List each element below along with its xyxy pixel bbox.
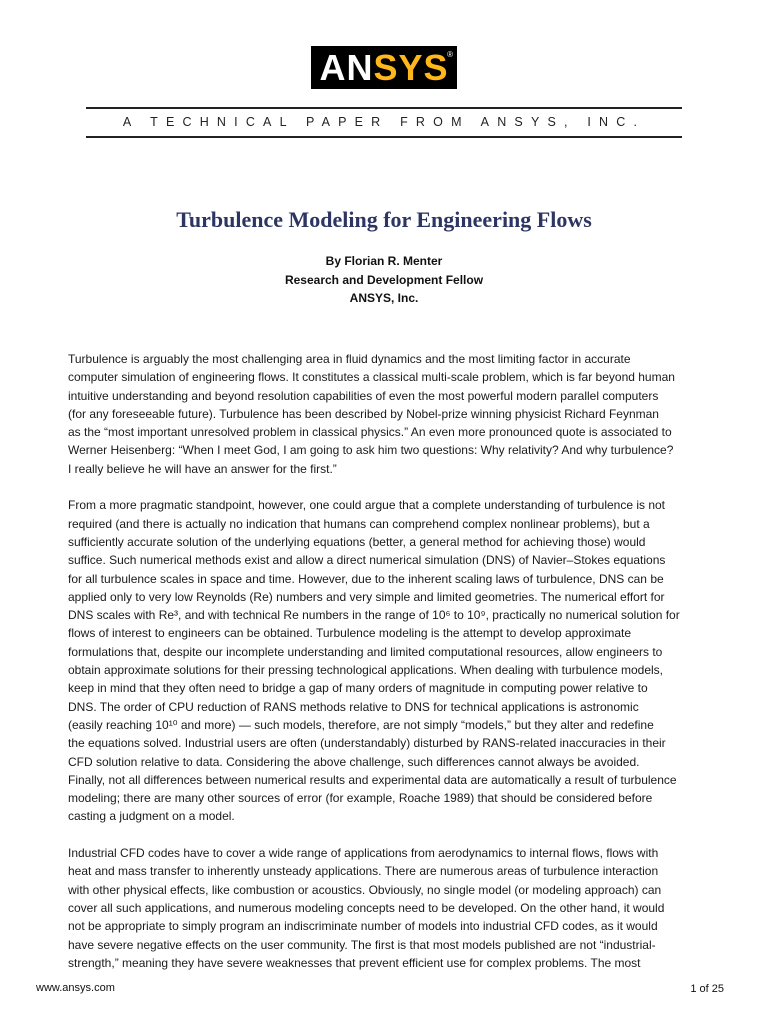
- paragraph-line: casting a judgment on a model.: [68, 809, 235, 824]
- paragraph-line: with other physical effects, like combustion or acoustics. Obviously, no single model (or modeling approach) can: [68, 882, 662, 897]
- author-position: Research and Development Fellow: [284, 272, 484, 287]
- paragraph-line: sufficiently accurate solution of the underlying equations (better, a general method for achieving those) would: [68, 534, 646, 549]
- header-rule-bottom: [86, 136, 682, 138]
- paragraph: [68, 844, 708, 972]
- author: By Florian R. Menter: [325, 254, 443, 268]
- paragraph-line: intuitive understanding and beyond resolution capabilities of even the most powerful modern parallel computers: [68, 388, 659, 403]
- registered-mark: ®: [447, 50, 453, 59]
- paragraph-line: not be appropriate to simply program an indiscriminate number of models into industrial CFD codes, as it would: [68, 919, 658, 934]
- ansys-logo-wordmark: AN SYS: [319, 46, 449, 88]
- paragraph-line: I really believe he will have an answer for the first.”: [68, 461, 337, 476]
- paragraph-line: the equations solved. Industrial users are often (understandably) disturbed by RANS-related inaccuracies in their: [68, 736, 666, 751]
- paragraph-line: (easily reaching 10¹⁰ and more) — such models, therefore, are not simply “models,” but they alter and redefine: [68, 717, 654, 732]
- paper-title: Turbulence Modeling for Engineering Flows: [176, 207, 592, 232]
- paragraph-line: DNS scales with Re³, and with technical Re numbers in the range of 10⁶ to 10⁹, practically no numerical solution for: [68, 608, 680, 623]
- paragraph-line: Finally, not all differences between numerical results and experimental data are automatically a result of turbulence: [68, 772, 677, 787]
- paragraph: [68, 350, 708, 478]
- paragraph-line: have severe negative effects on the user community. The first is that most models published are not “industrial-: [68, 937, 656, 952]
- paragraph-line: computer simulation of engineering flows. It constitutes a classical multi-scale problem, which is far beyond human: [68, 370, 675, 385]
- paragraph-line: From a more pragmatic standpoint, however, one could argue that a complete understanding of turbulence is not: [68, 498, 666, 513]
- byline: [0, 252, 768, 308]
- paragraph-line: keep in mind that they often need to bridge a gap of many orders of magnitude in computing power relative to: [68, 681, 648, 696]
- paragraph-line: strength,” meaning they have severe weaknesses that prevent efficient use for complex problems. The most: [68, 955, 641, 970]
- author-company: ANSYS, Inc.: [349, 291, 419, 305]
- paragraph-line: obtain approximate solutions for their pressing technological applications. When dealing with turbulence models,: [68, 663, 664, 678]
- paragraph-line: for all turbulence scales in space and time. However, due to the inherent scaling laws of turbulence, DNS can be: [68, 571, 664, 586]
- page-number: 1 of 25: [690, 983, 724, 995]
- paragraph-line: CFD solution relative to data. Considering the above challenge, such differences cannot always be avoided.: [68, 754, 640, 769]
- paragraph-line: Industrial CFD codes have to cover a wide range of applications from aerodynamics to internal flows, flows with: [68, 846, 659, 861]
- paragraph-line: flows of interest to engineers can be obtained. Turbulence modeling is the attempt to develop approximate: [68, 626, 632, 641]
- paragraph-line: formulations that, despite our incomplete understanding and limited computational resources, allow engineers to: [68, 644, 663, 659]
- paragraph: [68, 496, 708, 825]
- paragraph-line: cover all such applications, and numerous modeling concepts need to be developed. On the other hand, it would: [68, 900, 665, 915]
- paragraph-line: heat and mass transfer to inherently unsteady applications. There are numerous areas of turbulence interaction: [68, 864, 659, 879]
- header-rule-top: [86, 107, 682, 109]
- paragraph-line: as the “most important unresolved problem in classical physics.” An even more pronounced quote is associated to: [68, 425, 672, 440]
- paragraph-line: Werner Heisenberg: “When I meet God, I am going to ask him two questions: Why relativity? And why turbulence?: [68, 443, 674, 458]
- tagline: A TECHNICAL PAPER FROM ANSYS, INC.: [122, 115, 646, 129]
- paragraph-line: applied only to very low Reynolds (Re) numbers and very simple and limited geometries. The numerical effort for: [68, 589, 665, 604]
- paragraph-line: Turbulence is arguably the most challenging area in fluid dynamics and the most limiting factor in accurate: [68, 352, 631, 366]
- footer-website: www.ansys.com: [36, 982, 115, 994]
- paragraph-line: suffice. Such numerical methods exist and allow a direct numerical simulation (DNS) of Navier–Stokes equations: [68, 553, 666, 568]
- body-text: [68, 350, 708, 990]
- paragraph-line: modeling; there are many other sources of error (for example, Roache 1989) that should be considered before: [68, 791, 653, 806]
- paragraph-line: (for any foreseeable future). Turbulence has been described by Nobel-prize winning physicist Richard Feynman: [68, 406, 659, 421]
- paragraph-line: DNS. The order of CPU reduction of RANS methods relative to DNS for technical applications is astronomic: [68, 699, 639, 714]
- ansys-logo: [311, 46, 457, 89]
- paragraph-line: required (and there is actually no indication that humans can comprehend complex nonlinear problems), but a: [68, 516, 650, 531]
